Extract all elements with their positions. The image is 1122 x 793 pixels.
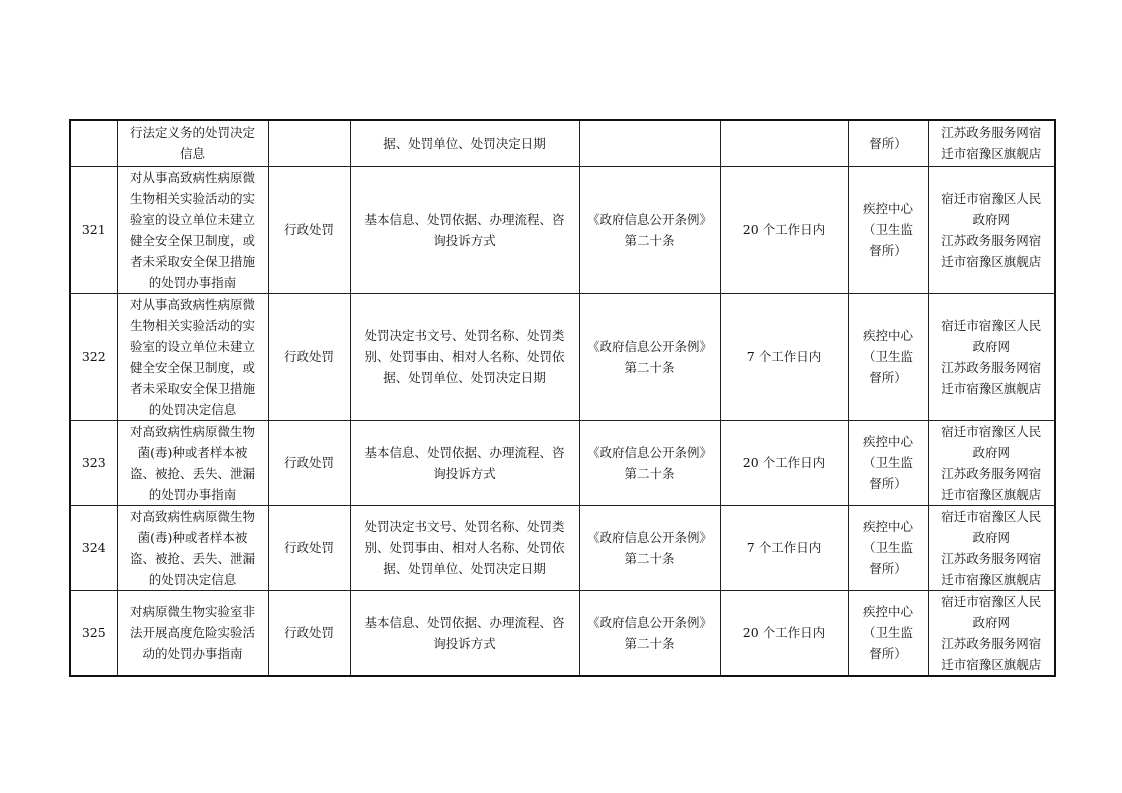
row-item-name: 对高致病性病原微生物 菌(毒)种或者样本被 盗、被抢、丢失、泄漏 的处罚办事指南 [117, 420, 268, 505]
row-time-limit: 20 个工作日内 [720, 166, 848, 293]
row-basis: 《政府信息公开条例》 第二十条 [579, 293, 720, 420]
row-basis: 《政府信息公开条例》 第二十条 [579, 505, 720, 590]
row-category: 行政处罚 [268, 590, 350, 676]
row-subject: 疾控中心 （卫生监 督所） [848, 420, 928, 505]
row-subject: 疾控中心 （卫生监 督所） [848, 293, 928, 420]
row-item-name: 对病原微生物实验室非 法开展高度危险实验活 动的处罚办事指南 [117, 590, 268, 676]
row-item-name: 对高致病性病原微生物 菌(毒)种或者样本被 盗、被抢、丢失、泄漏 的处罚决定信息 [117, 505, 268, 590]
row-index: 321 [70, 166, 117, 293]
row-category: 行政处罚 [268, 293, 350, 420]
table-row [70, 505, 1055, 590]
row-time-limit [720, 120, 848, 166]
row-index [70, 120, 117, 166]
row-content: 基本信息、处罚依据、办理流程、咨 询投诉方式 [350, 420, 579, 505]
row-basis: 《政府信息公开条例》 第二十条 [579, 590, 720, 676]
row-item-name: 行法定义务的处罚决定 信息 [117, 120, 268, 166]
table-row [70, 293, 1055, 420]
row-subject: 疾控中心 （卫生监 督所） [848, 590, 928, 676]
row-basis: 《政府信息公开条例》 第二十条 [579, 166, 720, 293]
row-category: 行政处罚 [268, 505, 350, 590]
row-content: 处罚决定书文号、处罚名称、处罚类 别、处罚事由、相对人名称、处罚依 据、处罚单位、处罚决定日期 [350, 505, 579, 590]
row-time-limit: 20 个工作日内 [720, 420, 848, 505]
row-content: 据、处罚单位、处罚决定日期 [350, 120, 579, 166]
row-index: 324 [70, 505, 117, 590]
table-row [70, 420, 1055, 505]
row-index: 322 [70, 293, 117, 420]
row-channel: 宿迁市宿豫区人民 政府网 江苏政务服务网宿 迁市宿豫区旗舰店 [928, 166, 1055, 293]
row-index: 323 [70, 420, 117, 505]
row-time-limit: 7 个工作日内 [720, 505, 848, 590]
table-row [70, 590, 1055, 676]
row-basis: 《政府信息公开条例》 第二十条 [579, 420, 720, 505]
row-channel: 宿迁市宿豫区人民 政府网 江苏政务服务网宿 迁市宿豫区旗舰店 [928, 293, 1055, 420]
row-time-limit: 20 个工作日内 [720, 590, 848, 676]
disclosure-table [69, 119, 1056, 677]
row-channel: 宿迁市宿豫区人民 政府网 江苏政务服务网宿 迁市宿豫区旗舰店 [928, 420, 1055, 505]
row-index: 325 [70, 590, 117, 676]
row-time-limit: 7 个工作日内 [720, 293, 848, 420]
row-category [268, 120, 350, 166]
row-channel: 宿迁市宿豫区人民 政府网 江苏政务服务网宿 迁市宿豫区旗舰店 [928, 590, 1055, 676]
row-subject: 督所） [848, 120, 928, 166]
row-subject: 疾控中心 （卫生监 督所） [848, 166, 928, 293]
row-item-name: 对从事高致病性病原微 生物相关实验活动的实 验室的设立单位未建立 健全安全保卫制度，或 者未采取安全保卫措施 的处罚决定信息 [117, 293, 268, 420]
row-channel: 宿迁市宿豫区人民 政府网 江苏政务服务网宿 迁市宿豫区旗舰店 [928, 505, 1055, 590]
row-category: 行政处罚 [268, 420, 350, 505]
row-item-name: 对从事高致病性病原微 生物相关实验活动的实 验室的设立单位未建立 健全安全保卫制度，或 者未采取安全保卫措施 的处罚办事指南 [117, 166, 268, 293]
row-content: 处罚决定书文号、处罚名称、处罚类 别、处罚事由、相对人名称、处罚依 据、处罚单位、处罚决定日期 [350, 293, 579, 420]
row-category: 行政处罚 [268, 166, 350, 293]
row-content: 基本信息、处罚依据、办理流程、咨 询投诉方式 [350, 590, 579, 676]
row-content: 基本信息、处罚依据、办理流程、咨 询投诉方式 [350, 166, 579, 293]
table-row [70, 166, 1055, 293]
row-subject: 疾控中心 （卫生监 督所） [848, 505, 928, 590]
row-basis [579, 120, 720, 166]
table-row [70, 120, 1055, 166]
row-channel: 江苏政务服务网宿 迁市宿豫区旗舰店 [928, 120, 1055, 166]
